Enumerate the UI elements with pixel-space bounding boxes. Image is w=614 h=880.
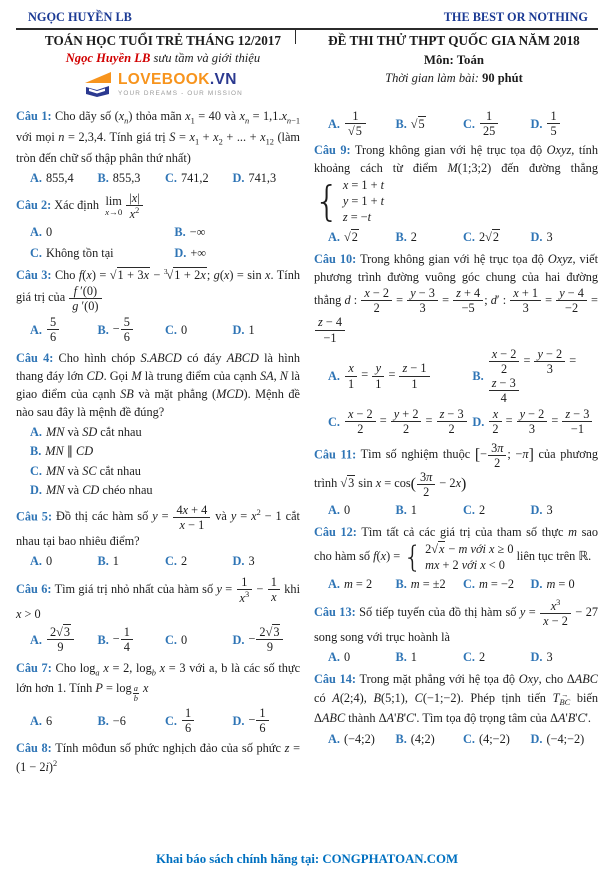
- answer-letter: A.: [30, 425, 42, 440]
- question-4: [16, 349, 300, 500]
- answer-option: [233, 625, 301, 654]
- answer-letter: B.: [472, 368, 484, 383]
- answer-value: √5: [410, 116, 425, 131]
- answer-option: [30, 423, 300, 441]
- answer-option: [463, 730, 531, 748]
- answer-option: [30, 315, 98, 344]
- question-text: Cho $\log_a x = 2$, $\log_b x = 3$ với a, b là các số thực lớn hơn 1. Tính P = log $_{\frac{a}{b}}$ x: [16, 660, 301, 704]
- answer-option: [98, 625, 166, 654]
- question-label: Câu 4:: [16, 350, 54, 365]
- answer-option: [463, 109, 531, 138]
- answer-letter: C.: [165, 554, 177, 569]
- left-column: [16, 107, 300, 780]
- time-label: Thời gian làm bài:: [385, 71, 479, 85]
- answer-letter: C.: [30, 463, 42, 478]
- answer-option: [98, 169, 166, 187]
- answer-option: [174, 223, 300, 241]
- question-text: Xác định lim x→0 $\frac{|x|}{x^2}$: [54, 198, 143, 212]
- answer-option: [30, 442, 300, 460]
- answer-letter: D.: [232, 632, 245, 647]
- answer-value: 2: [180, 554, 188, 569]
- question-label: Câu 9:: [314, 143, 351, 158]
- lovebook-logo: [16, 71, 310, 98]
- answer-value: − $\frac{1}{6}$: [248, 706, 269, 735]
- question-text: Tìm số nghiệm thuộc [− $\frac{3\pi}{2}$ ; −π] của phương trình √3 sin x = cos( $\frac{3\pi}{2}$ − 2x): [314, 440, 598, 499]
- answer-option: [165, 169, 233, 187]
- answers-q9: [314, 228, 598, 246]
- subject-line: Môn: Toán: [423, 53, 484, 67]
- answer-value: m = −2: [478, 577, 515, 592]
- answer-option: [165, 552, 233, 570]
- answer-option: [174, 244, 300, 262]
- answer-value: 741,2: [180, 170, 209, 185]
- answer-option: [165, 321, 233, 339]
- answer-letter: C.: [463, 731, 475, 746]
- answer-option: [531, 648, 599, 666]
- answer-value: (4;2): [410, 731, 435, 746]
- answer-letter: A.: [328, 116, 340, 131]
- answers-q6: [16, 625, 300, 654]
- answer-option: [30, 462, 300, 480]
- curator-line: [16, 51, 310, 66]
- answer-letter: D.: [530, 229, 543, 244]
- header-right: [310, 33, 598, 98]
- answer-value: 855,4: [45, 170, 74, 185]
- answers-q7: [16, 706, 300, 735]
- answer-letter: C.: [30, 245, 42, 260]
- answer-value: 3: [546, 650, 553, 665]
- question-1: [16, 107, 300, 187]
- logo-tagline: YOUR DREAMS - OUR MISSION: [117, 89, 243, 97]
- answers-q12: [314, 575, 598, 593]
- answer-value: 2√2: [478, 229, 500, 244]
- right-column: [314, 107, 598, 780]
- question-label: Câu 6:: [16, 581, 52, 596]
- answer-option: [531, 730, 599, 748]
- answer-letter: B.: [395, 731, 407, 746]
- answer-letter: C.: [463, 229, 475, 244]
- question-11: [314, 441, 598, 520]
- answer-letter: D.: [530, 116, 543, 131]
- answer-value: − $\frac{1}{4}$: [113, 625, 134, 654]
- answer-option: [472, 407, 598, 436]
- top-brand-bar: [16, 8, 598, 28]
- question-text: Tìm giá trị nhỏ nhất của hàm số y = $\frac{1}{x^3}$ − $\frac{1}{x}$ khi x > 0: [16, 574, 300, 622]
- answer-value: MN và SC cắt nhau: [45, 463, 141, 478]
- question-text: Trong mặt phẳng với hệ tọa độ Oxy, cho ΔABC có A(2;4), B(5;1), C(−1;−2). Phép tịnh tiến $T_{BC}$ → biến ΔABC thành ΔA'B'C'. Tìm tọa độ trọng tâm của ΔA'B'C'.: [314, 672, 598, 725]
- answer-value: Không tồn tại: [45, 245, 114, 260]
- answer-letter: D.: [232, 170, 245, 185]
- answer-option: [396, 501, 464, 519]
- answer-letter: C.: [165, 322, 177, 337]
- question-text: Tìm tất cả các giá trị của tham số thực m sao cho hàm số f(x) = { 2√x − m với x ≥ 0 mx + 2 với x < 0 liên tục trên ℝ.: [314, 525, 598, 575]
- answer-option: [328, 575, 396, 593]
- footer-link: Khai báo sách chính hãng tại: CONGPHATOAN.COM: [155, 852, 459, 866]
- answer-value: $\frac{x}{2}$ = $\frac{y - 2}{3}$ = $\frac{z - 3}{-1}$: [488, 407, 593, 436]
- answer-value: 1: [112, 554, 119, 569]
- answer-value: 0: [180, 632, 188, 647]
- answer-option: [531, 109, 599, 138]
- answer-letter: B.: [174, 225, 186, 240]
- answer-value: m = 2: [343, 577, 373, 592]
- answer-letter: D.: [530, 731, 543, 746]
- answers-q2: [16, 223, 300, 261]
- question-label: Câu 13:: [314, 604, 356, 619]
- question-label: Câu 5:: [16, 509, 53, 524]
- answer-value: 1: [410, 650, 417, 665]
- answer-value: 2: [478, 650, 486, 665]
- question-text: Cho dãy số $(x_n)$ thỏa mãn $x_1 = 40$ và $x_n = 1,1.x_{n-1}$ với mọi n = 2,3,4. Tính giá trị $S = x_1 + x_2$ + ... + $x_{12}$ (làm tròn đến chữ số thập phân thứ nhất): [16, 109, 301, 165]
- content-columns: [16, 107, 598, 780]
- question-label: Câu 11:: [314, 447, 357, 462]
- answer-value: 3: [546, 503, 553, 518]
- answer-letter: A.: [328, 577, 340, 592]
- answer-letter: A.: [328, 503, 340, 518]
- header-divider: [295, 30, 296, 44]
- brand-left: NGỌC HUYỀN LB: [28, 10, 132, 24]
- answer-letter: D.: [232, 554, 245, 569]
- answer-option: [165, 706, 233, 735]
- answers-q5: [16, 552, 300, 570]
- answer-value: 741,3: [248, 170, 277, 185]
- question-2: [16, 191, 300, 262]
- question-3: [16, 266, 300, 345]
- answer-value: MN và SD cắt nhau: [45, 425, 142, 440]
- answer-letter: D.: [232, 322, 245, 337]
- question-7: [16, 659, 300, 736]
- header-left: [16, 33, 310, 98]
- answer-value: $\frac{5}{6}$: [46, 315, 60, 344]
- answer-option: [328, 109, 396, 138]
- question-6: [16, 575, 300, 655]
- answers-q1: [16, 169, 300, 187]
- answer-value: 1: [248, 322, 255, 337]
- answer-value: $\frac{2√3}{9}$: [46, 625, 75, 654]
- answer-value: +∞: [190, 245, 207, 260]
- answer-letter: C.: [328, 414, 340, 429]
- question-label: Câu 2:: [16, 198, 52, 213]
- question-label: Câu 3:: [16, 267, 52, 282]
- question-label: Câu 8:: [16, 741, 52, 756]
- curator-tail: sưu tầm và giới thiệu: [150, 51, 261, 65]
- answer-option: [30, 244, 174, 262]
- answer-letter: B.: [395, 650, 407, 665]
- answer-value: √2: [343, 229, 358, 244]
- answer-option: [328, 228, 396, 246]
- answer-value: 855,3: [112, 170, 141, 185]
- answer-value: $\frac{1}{25}$: [479, 109, 499, 138]
- answer-option: [472, 347, 598, 406]
- answer-value: − $\frac{2√3}{9}$: [248, 625, 284, 654]
- answer-letter: B.: [395, 577, 407, 592]
- answer-value: m = 0: [546, 577, 575, 592]
- answer-option: [98, 712, 166, 730]
- answer-option: [531, 228, 599, 246]
- question-13: [314, 598, 598, 667]
- lovebook-logo-text: [118, 72, 243, 97]
- answer-letter: D.: [530, 503, 543, 518]
- answers-q14: [314, 730, 598, 748]
- question-8: [16, 739, 300, 775]
- answer-option: [30, 625, 98, 654]
- answer-option: [233, 321, 301, 339]
- answer-option: [531, 501, 599, 519]
- answer-option: [328, 407, 472, 436]
- answer-value: 2: [410, 229, 417, 244]
- answer-letter: B.: [395, 229, 407, 244]
- answer-option: [463, 228, 531, 246]
- answer-option: [463, 575, 531, 593]
- answer-option: [463, 501, 531, 519]
- answer-letter: A.: [30, 225, 42, 240]
- answer-option: [463, 648, 531, 666]
- answer-value: MN và CD chéo nhau: [45, 482, 153, 497]
- header-rule: [16, 28, 598, 30]
- answer-letter: B.: [30, 444, 42, 459]
- answer-option: [396, 648, 464, 666]
- answer-letter: A.: [30, 713, 42, 728]
- answers-q11: [314, 501, 598, 519]
- answer-letter: C.: [463, 116, 475, 131]
- answer-value: MN ∥ CD: [45, 444, 94, 459]
- answers-q8: [314, 109, 598, 138]
- answer-letter: B.: [97, 170, 109, 185]
- answer-option: [30, 223, 174, 241]
- answer-option: [233, 552, 301, 570]
- answer-value: 3: [546, 229, 553, 244]
- answer-letter: D.: [232, 713, 245, 728]
- answer-value: 2: [478, 503, 486, 518]
- question-label: Câu 14:: [314, 672, 356, 687]
- question-text: Đồ thị các hàm số y = $\frac{4x + 4}{x - 1}$ và $y = x^2 - 1$ cắt nhau tại bao nhiêu điểm?: [16, 503, 300, 549]
- answer-option: [98, 315, 166, 344]
- answer-letter: D.: [174, 245, 187, 260]
- answer-value: 0: [343, 650, 351, 665]
- answer-option: [30, 552, 98, 570]
- answer-value: 6: [45, 713, 53, 728]
- answer-value: 0: [45, 554, 53, 569]
- logo-tld: .VN: [209, 71, 237, 89]
- answer-value: $\frac{1}{6}$: [181, 706, 195, 735]
- answer-option: [233, 169, 301, 187]
- answer-letter: C.: [165, 170, 177, 185]
- question-14: [314, 670, 598, 747]
- question-10: [314, 250, 598, 437]
- question-text: Cho hình chóp S.ABCD có đáy ABCD là hình thang đáy lớn CD. Gọi M là trung điểm của cạnh SA, N là giao điểm của cạnh SB và mặt phẳng (MCD). Mệnh đề nào sau đây là mệnh đề đúng?: [16, 350, 301, 420]
- curator-name: Ngọc Huyền LB: [65, 51, 151, 65]
- answer-value: − $\frac{5}{6}$: [113, 315, 134, 344]
- answer-value: $\frac{1}{√5}$: [344, 109, 367, 138]
- question-label: Câu 1:: [16, 109, 52, 123]
- brand-right: THE BEST OR NOTHING: [443, 10, 588, 24]
- answer-letter: B.: [395, 116, 407, 131]
- answer-letter: A.: [328, 650, 340, 665]
- logo-wordmark: LOVEBOOK: [117, 71, 210, 89]
- answer-value: $\frac{1}{5}$: [546, 109, 560, 138]
- question-12: [314, 523, 598, 593]
- answer-value: 1: [410, 503, 417, 518]
- answer-letter: A.: [328, 731, 340, 746]
- answer-option: [233, 706, 301, 735]
- question-label: Câu 10:: [314, 251, 357, 266]
- question-9: [314, 141, 598, 246]
- source-title: TOÁN HỌC TUỔI TRẺ THÁNG 12/2017: [44, 33, 281, 48]
- question-text: Cho f(x) = √1 + 3x − $^3$√1 + 2x; g(x) = sin x. Tính giá trị của $\frac{f '(0)}{g '(0)}$: [16, 266, 300, 314]
- answer-value: (−4;2): [343, 731, 375, 746]
- answer-option: [328, 730, 396, 748]
- time-line: [310, 71, 598, 86]
- answer-value: $\frac{x}{1}$ = $\frac{y}{1}$ = $\frac{z - 1}{1}$: [344, 361, 431, 390]
- answer-option: [98, 552, 166, 570]
- question-5: [16, 503, 300, 571]
- answers-q4: [16, 423, 300, 499]
- answer-letter: D.: [530, 650, 543, 665]
- answer-option: [30, 169, 98, 187]
- answer-letter: D.: [530, 577, 543, 592]
- answer-letter: B.: [97, 632, 109, 647]
- answer-letter: B.: [395, 503, 407, 518]
- answer-value: 0: [343, 503, 351, 518]
- answer-option: [396, 115, 464, 133]
- answer-letter: C.: [165, 632, 177, 647]
- answer-letter: A.: [30, 554, 42, 569]
- answer-letter: A.: [30, 170, 42, 185]
- answer-value: 3: [248, 554, 255, 569]
- answer-letter: D.: [30, 482, 42, 497]
- question-text: Trong không gian với hệ trục tọa độ Oxyz, tính khoảng cách từ điểm M(1;3;2) đến đường thẳng { x = 1 + t y = 1 + t z = −t: [314, 143, 598, 226]
- question-label: Câu 12:: [314, 525, 357, 540]
- answer-option: [396, 730, 464, 748]
- answer-value: (−4;−2): [546, 731, 585, 746]
- answer-option: [328, 347, 472, 406]
- answer-option: [30, 481, 300, 499]
- answer-option: [30, 712, 98, 730]
- answer-letter: A.: [328, 229, 340, 244]
- answer-letter: A.: [30, 322, 42, 337]
- answer-option: [165, 631, 233, 649]
- time-value: 90 phút: [482, 71, 523, 85]
- answer-value: −6: [112, 713, 126, 728]
- header: [16, 33, 598, 98]
- answer-letter: C.: [165, 713, 177, 728]
- answer-option: [531, 575, 599, 593]
- answer-value: 0: [180, 322, 188, 337]
- exam-title: ĐỀ THI THỬ THPT QUỐC GIA NĂM 2018: [328, 33, 580, 48]
- answer-letter: C.: [463, 503, 475, 518]
- answers-q13: [314, 648, 598, 666]
- answer-option: [396, 228, 464, 246]
- answer-letter: B.: [97, 713, 109, 728]
- answer-letter: C.: [463, 577, 475, 592]
- answer-value: $\frac{x - 2}{2}$ = $\frac{y - 2}{3}$ = $\frac{z - 3}{4}$: [488, 347, 598, 406]
- question-text: Số tiếp tuyến của đồ thị hàm số y = $\frac{x^3}{x - 2}$ − 27 song song với trục hoành là: [314, 597, 598, 645]
- answer-letter: D.: [472, 414, 485, 429]
- answer-letter: C.: [463, 650, 475, 665]
- answers-q10: [314, 347, 598, 437]
- question-text: Tính môđun số phức nghịch đảo của số phức $z = (1 - 2i)^2$: [16, 741, 301, 774]
- answer-option: [328, 648, 396, 666]
- answer-letter: A.: [328, 368, 340, 383]
- answer-value: $\frac{x - 2}{2}$ = $\frac{y + 2}{2}$ = $\frac{z - 3}{2}$: [344, 407, 468, 436]
- answers-q3: [16, 315, 300, 344]
- answer-value: m = ±2: [410, 577, 446, 592]
- answer-letter: B.: [97, 322, 109, 337]
- lovebook-logo-icon: [83, 71, 113, 98]
- question-text: Trong không gian với hệ trục tọa độ Oxyz, viết phương trình đường vuông góc chung của hai đường thẳng d : $\frac{x - 2}{2}$ = $\frac{y - 3}{3}$ = $\frac{z + 4}{-5}$ ; d′ : $\frac{x + 1}{3}$ = $\frac{y - 4}{-2}$ = $\frac{z - 4}{-1}$: [314, 251, 598, 345]
- answer-value: (4;−2): [478, 731, 510, 746]
- answer-value: −∞: [189, 225, 206, 240]
- answer-letter: B.: [97, 554, 109, 569]
- answer-letter: A.: [30, 632, 42, 647]
- answer-option: [396, 575, 464, 593]
- answer-option: [328, 501, 396, 519]
- question-label: Câu 7:: [16, 660, 52, 675]
- answer-value: 0: [45, 225, 53, 240]
